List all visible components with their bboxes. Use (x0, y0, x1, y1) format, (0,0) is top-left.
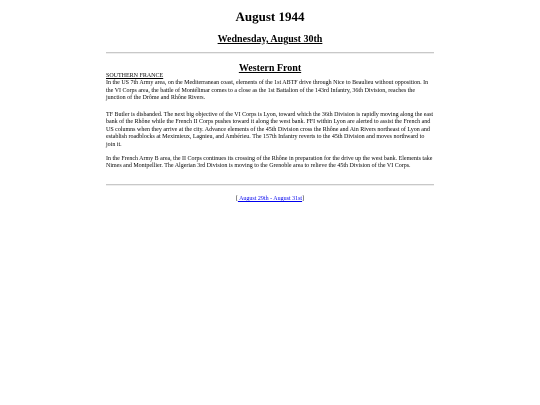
page-title: August 1944 (235, 9, 305, 24)
section-heading: Western Front (238, 63, 302, 74)
paragraph-3: In the French Army B area, the II Corps continues its crossing of the Rhône in preparation for the drive up the west bank. Elements take Nimes and Montpellier. The Algerian 3rd Division is moving to the Grenoble area to relieve the 45th Division of the VI Corps. (106, 156, 433, 170)
day-heading: Wednesday, August 30th (217, 34, 323, 45)
nav-open-bracket: [ (235, 196, 238, 202)
divider-top (106, 52, 434, 54)
paragraph-1 (106, 73, 434, 103)
paragraph-2: TF Butler is disbanded. The next big objective of the VI Corps is Lyon, toward which the 36th Division is rapidly moving along the east bank of the Rhône while the French II Corps pushes toward it along the west bank. FFI within Lyon are alerted to assist the French and US columns when they arrive at the city. Advance elements of the 45th Division cross the Rhône and Ain Rivers northeast of Lyon and establish roadblocks at Meximieux, Lagnieu, and Ambérieu. The 157th Infantry reverts to the 45th Division and moves northward to join it. (106, 112, 434, 148)
paragraph-1-text: In the US 7th Army area, on the Mediterranean coast, elements of the 1st ABTF drive through Nice to Beaulieu without opposition. In the VI Corps area, the battle of Montélimar comes to a close as the 1st Battalion of the 143rd Infantry, 36th Division, reaches the junction of the Drôme and Rhône Rivers. (106, 80, 429, 102)
prev-next-link[interactable]: August 29th - August 31st (237, 196, 303, 202)
sub-heading: SOUTHERN FRANCE (106, 73, 164, 79)
nav-close-bracket: ] (302, 196, 305, 202)
day-navigation (0, 195, 540, 203)
divider-bottom (106, 184, 434, 186)
